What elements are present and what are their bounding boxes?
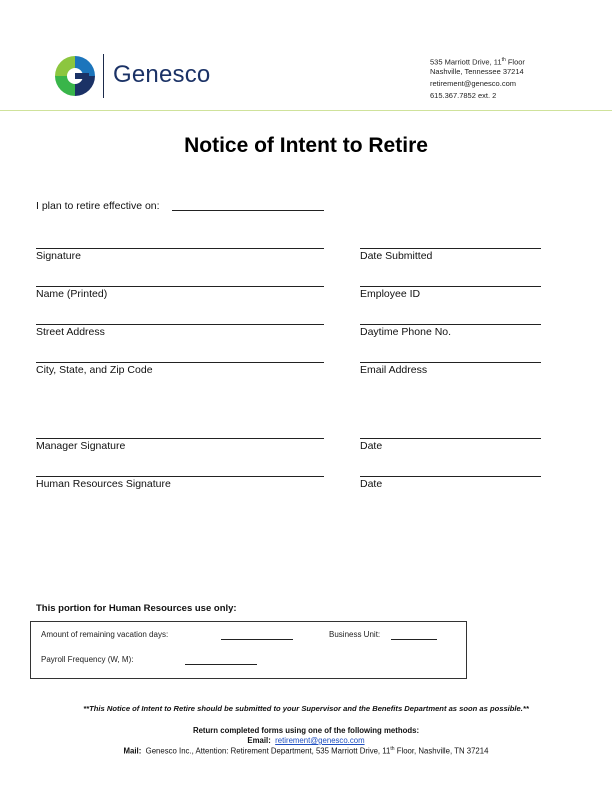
- business-unit-field[interactable]: [391, 639, 437, 640]
- company-name: Genesco: [113, 61, 211, 88]
- address-line-1: 535 Marriott Drive, 11th Floor: [430, 57, 525, 67]
- city-state-zip-label: City, State, and Zip Code: [36, 364, 153, 376]
- return-mail-line: Mail: Genesco Inc., Attention: Retirement Department, 535 Marriott Drive, 11th Floor, Nashville, TN 37214: [123, 746, 489, 756]
- email-address-field[interactable]: [360, 362, 541, 363]
- retire-date-field[interactable]: [172, 210, 324, 211]
- return-mail-label: Mail:: [123, 746, 142, 756]
- signature-field[interactable]: [36, 248, 324, 249]
- street-address-label: Street Address: [36, 326, 105, 338]
- signature-label: Signature: [36, 250, 81, 262]
- submission-note: **This Notice of Intent to Retire should be submitted to your Supervisor and the Benefits Department as soon as possible.**: [83, 704, 529, 713]
- city-state-zip-field[interactable]: [36, 362, 324, 363]
- date-submitted-label: Date Submitted: [360, 250, 433, 262]
- daytime-phone-field[interactable]: [360, 324, 541, 325]
- hr-date-field[interactable]: [360, 476, 541, 477]
- manager-signature-label: Manager Signature: [36, 440, 126, 452]
- hr-signature-label: Human Resources Signature: [36, 478, 171, 490]
- header-divider: [0, 110, 612, 111]
- name-printed-label: Name (Printed): [36, 288, 108, 300]
- logo-divider: [103, 54, 104, 98]
- return-email-label: Email:: [247, 736, 271, 745]
- retire-date-label: I plan to retire effective on:: [36, 200, 160, 212]
- return-email-link[interactable]: retirement@genesco.com: [275, 736, 365, 745]
- email-address-label: Email Address: [360, 364, 428, 376]
- employee-id-field[interactable]: [360, 286, 541, 287]
- hr-date-label: Date: [360, 478, 383, 490]
- manager-signature-field[interactable]: [36, 438, 324, 439]
- payroll-frequency-field[interactable]: [185, 664, 257, 665]
- name-printed-field[interactable]: [36, 286, 324, 287]
- form-title: Notice of Intent to Retire: [184, 134, 428, 157]
- vacation-days-field[interactable]: [221, 639, 293, 640]
- daytime-phone-label: Daytime Phone No.: [360, 326, 452, 338]
- address-line-2: Nashville, Tennessee 37214: [430, 67, 524, 76]
- employee-id-label: Employee ID: [360, 288, 421, 300]
- date-submitted-field[interactable]: [360, 248, 541, 249]
- vacation-days-label: Amount of remaining vacation days:: [41, 630, 169, 639]
- manager-date-field[interactable]: [360, 438, 541, 439]
- street-address-field[interactable]: [36, 324, 324, 325]
- business-unit-label: Business Unit:: [329, 630, 381, 639]
- address-phone: 615.367.7852 ext. 2: [430, 91, 497, 100]
- manager-date-label: Date: [360, 440, 383, 452]
- address-email: retirement@genesco.com: [430, 79, 516, 88]
- return-methods-heading: Return completed forms using one of the following methods:: [192, 726, 420, 735]
- payroll-frequency-label: Payroll Frequency (W, M):: [41, 655, 134, 664]
- hr-section-title: This portion for Human Resources use only:: [36, 603, 237, 614]
- return-email-line: [0, 736, 612, 745]
- genesco-logo-icon: [53, 54, 97, 98]
- hr-signature-field[interactable]: [36, 476, 324, 477]
